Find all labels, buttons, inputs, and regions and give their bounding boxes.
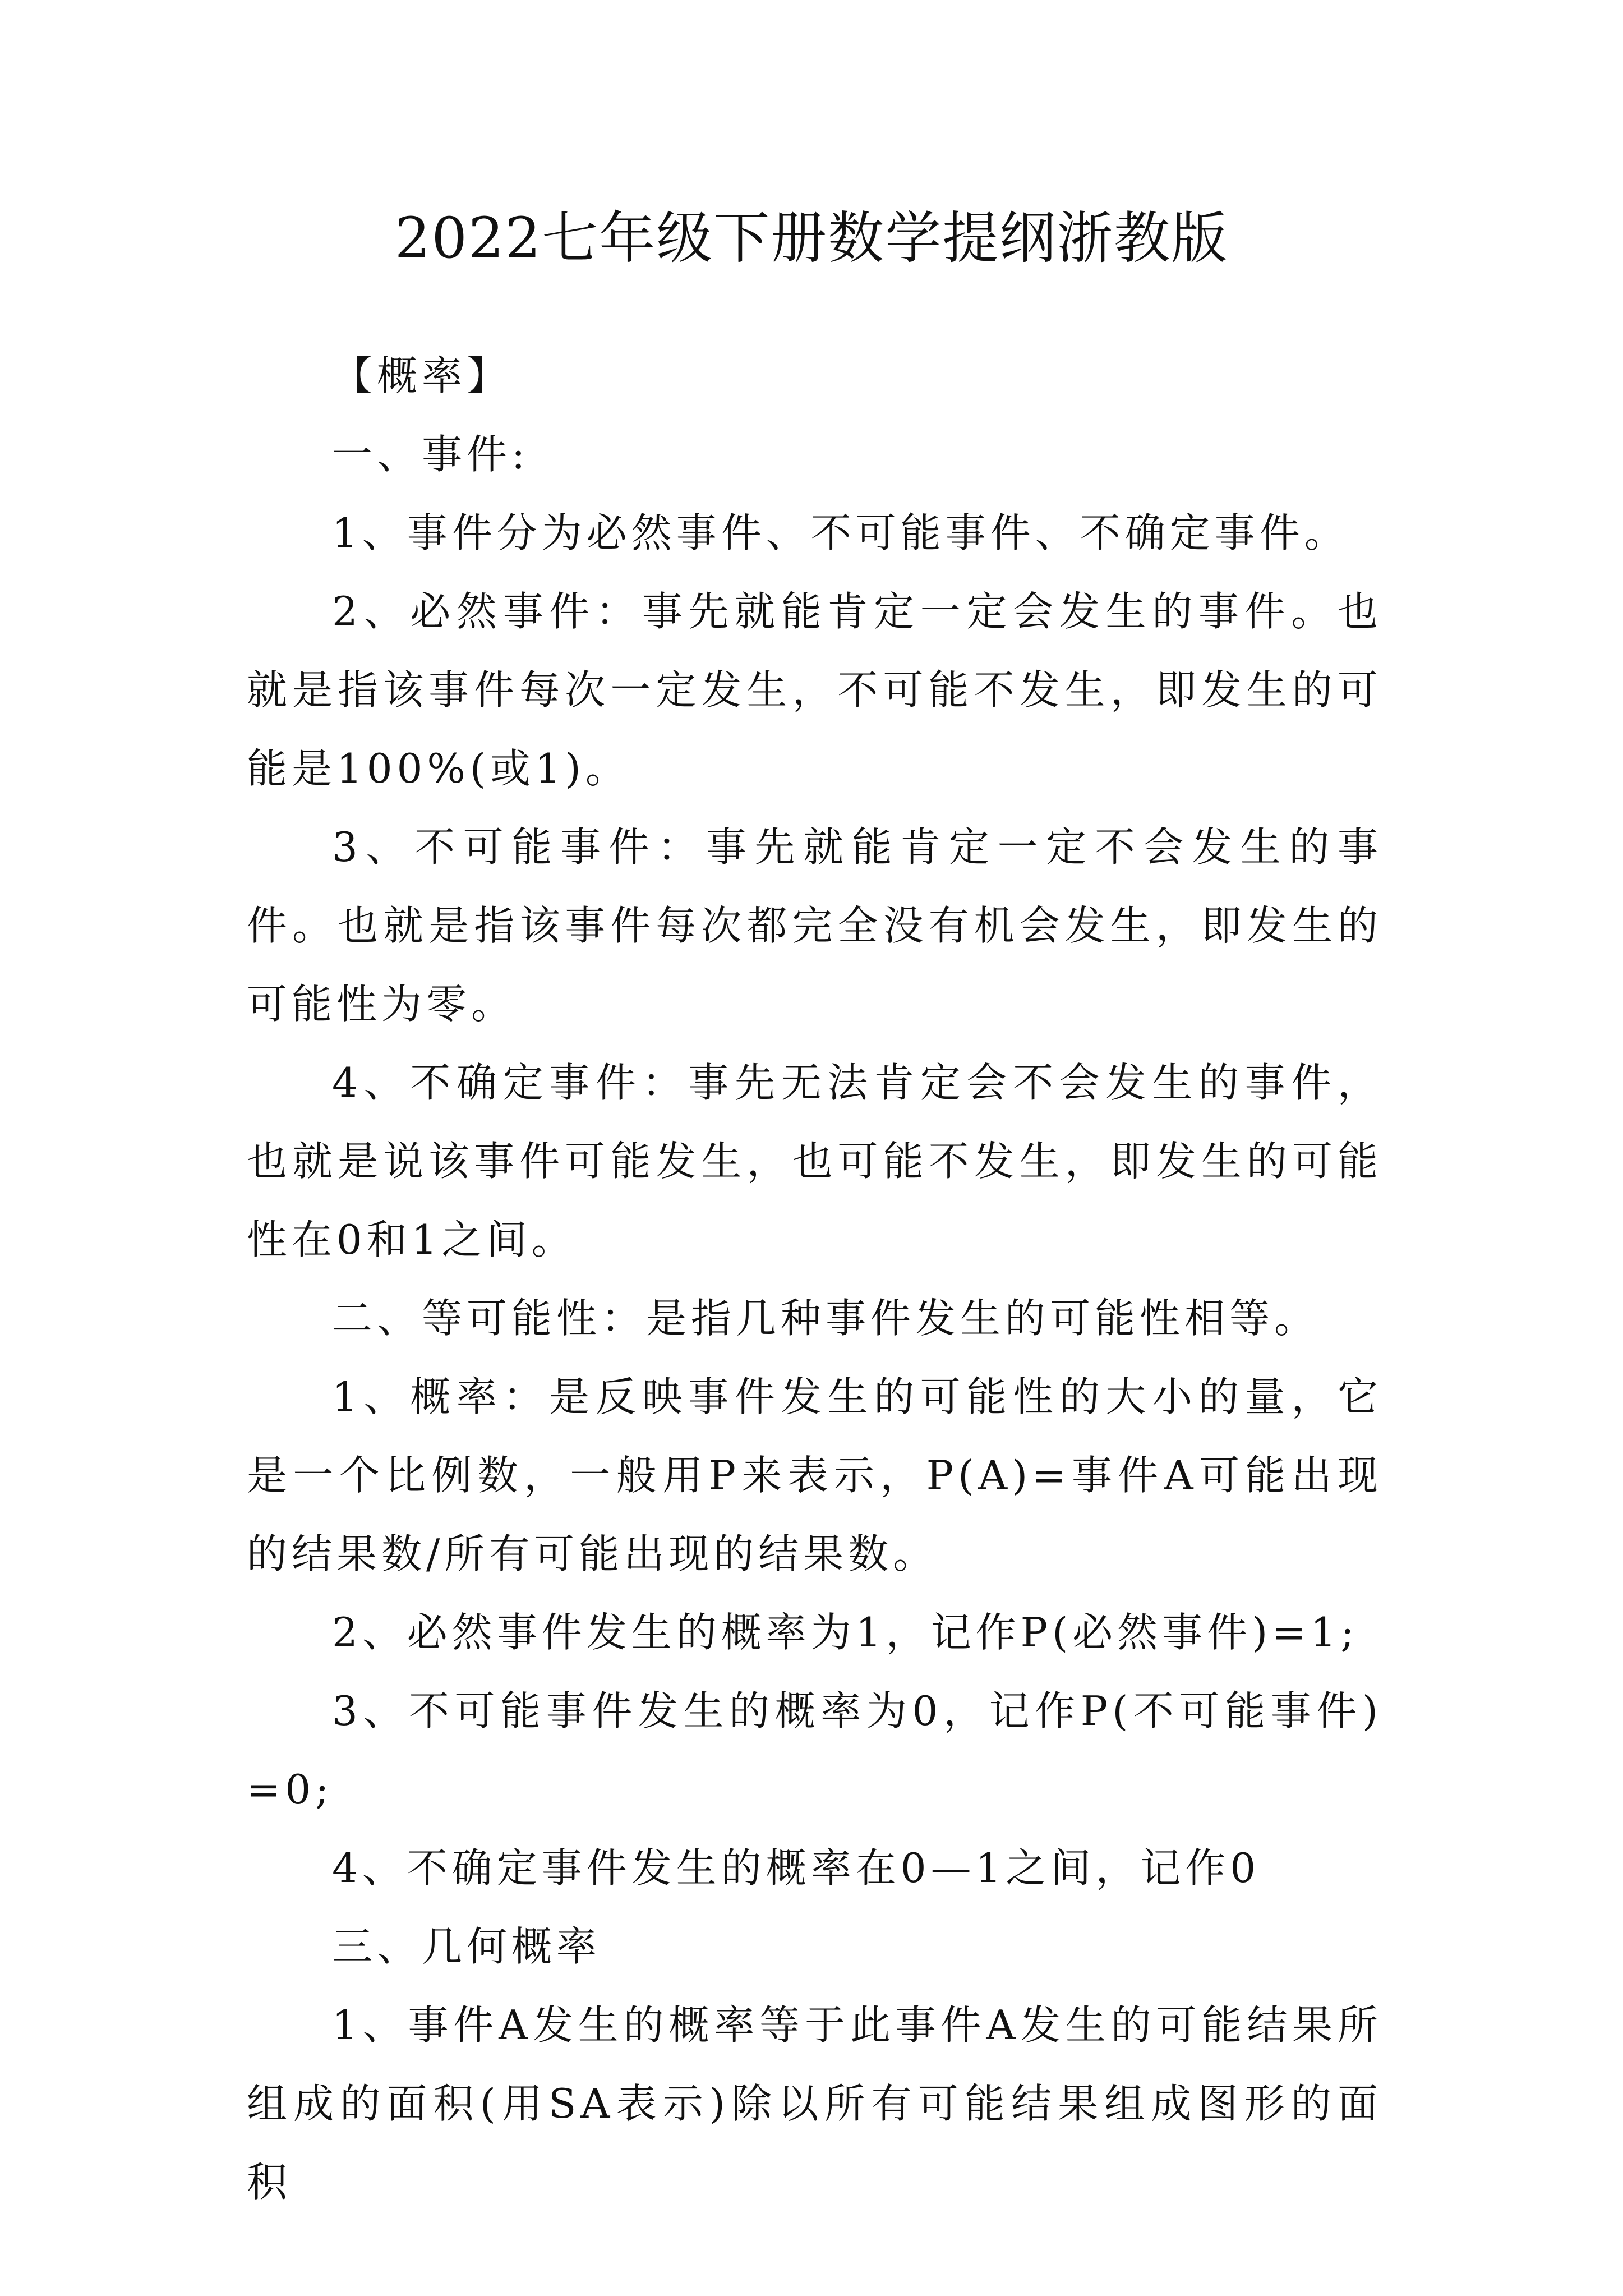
- paragraph: 1、事件分为必然事件、不可能事件、不确定事件。: [332, 509, 1349, 556]
- paragraph: 3、不可能事件：事先就能肯定一定不会发生的事件。也就是指该事件每次都完全没有机会发生，即发生的可能性为零。: [247, 823, 1382, 1028]
- paragraph: 2、必然事件：事先就能肯定一定会发生的事件。也就是指该事件每次一定发生，不可能不发生，即发生的可能是100%(或1)。: [247, 588, 1382, 792]
- document-body: [247, 337, 1382, 2221]
- paragraph: 1、概率：是反映事件发生的可能性的大小的量，它是一个比例数，一般用P来表示，P(A)=事件A可能出现的结果数/所有可能出现的结果数。: [247, 1373, 1382, 1577]
- page-title: 2022七年级下册数学提纲浙教版: [394, 205, 1229, 271]
- paragraph-section-heading: 【概率】: [332, 352, 512, 399]
- paragraph: 3、不可能事件发生的概率为0，记作P(不可能事件)=0;: [247, 1687, 1382, 1813]
- paragraph: 4、不确定事件：事先无法肯定会不会发生的事件，也就是说该事件可能发生，也可能不发生，即发生的可能性在0和1之间。: [247, 1059, 1382, 1263]
- paragraph: 2、必然事件发生的概率为1，记作P(必然事件)=1;: [332, 1609, 1359, 1656]
- paragraph-equal-possibility-heading: 二、等可能性：是指几种事件发生的可能性相等。: [332, 1295, 1320, 1342]
- paragraph: 4、不确定事件发生的概率在0—1之间，记作0: [332, 1844, 1261, 1892]
- paragraph-events-heading: 一、事件:: [332, 431, 530, 478]
- paragraph: 1、事件A发生的概率等于此事件A发生的可能结果所组成的面积(用SA表示)除以所有可能结果组成图形的面积: [247, 2001, 1382, 2206]
- paragraph-geometric-probability-heading: 三、几何概率: [332, 1923, 602, 1970]
